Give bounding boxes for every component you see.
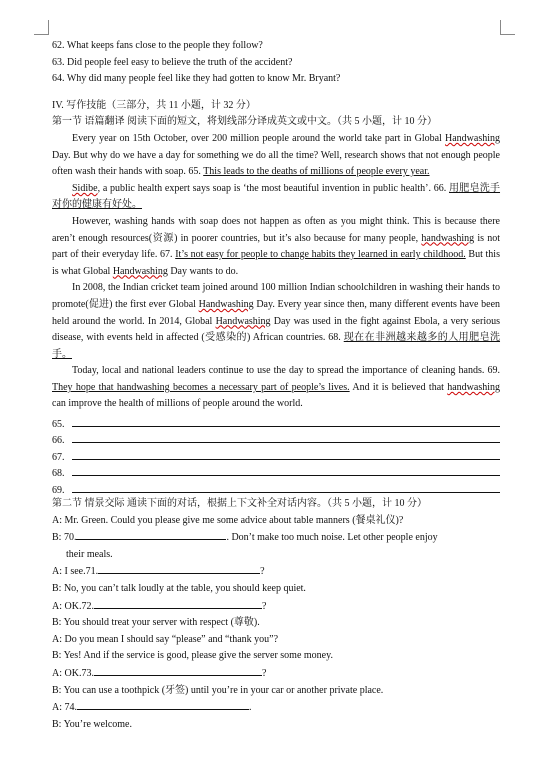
translate-69: They hope that handwashing becomes a necessary part of people’s lives. <box>52 381 350 393</box>
section-title: IV. 写作技能（三部分，共 11 小题，计 32 分） <box>52 99 256 111</box>
translate-66: 用肥皂洗手对你的健康有好处。 <box>52 182 501 211</box>
question-62: 62. What keeps fans close to the people they follow? <box>52 40 263 51</box>
handwashing-term: Handwashing <box>445 132 500 144</box>
dialogue-line: A: I see.71. ? <box>52 563 500 581</box>
dialogue-line: A: OK.72. ? <box>52 598 500 616</box>
dialogue-line: B: You can use a toothpick (牙签) until you’re in your car or another private place. <box>52 684 384 696</box>
blank-70[interactable] <box>76 529 226 540</box>
exam-page <box>52 38 500 733</box>
dialogue <box>52 513 500 734</box>
blank-74[interactable] <box>77 699 249 710</box>
dialogue-line: A: 74. . <box>52 699 500 717</box>
answer-lines <box>52 413 500 496</box>
dialogue-line: their meals. <box>66 548 113 560</box>
paragraph-5: Today, local and national leaders continue to use the day to spread the importance of cleaning hands. 69. They hope that handwashing becomes a necessary part of people’s lives. And it is believed that handwashing can improve the health of millions of people around the world. <box>52 365 500 410</box>
answer-line-67[interactable]: 67. <box>52 446 500 463</box>
dialogue-line: B: You’re welcome. <box>52 718 132 730</box>
dialogue-line: A: Do you mean I should say “please” and “thank you”? <box>52 633 279 645</box>
blank-72[interactable] <box>94 598 262 609</box>
answer-line-68[interactable]: 68. <box>52 463 500 480</box>
answer-line-69[interactable]: 69. <box>52 479 500 496</box>
dialogue-line: A: OK.73. ? <box>52 665 500 683</box>
corner-mark-right <box>500 20 515 35</box>
paragraph-4: In 2008, the Indian cricket team joined around 100 million Indian schoolchildren in washing their hands to promote(促进) the first ever Global Handwashing Day. Every year since then, many different events have been held around the world. In 2014, Global Handwashing Day was used in the fight against Ebola, a very serious disease, with events held in affected (受感染的) African countries. 68. 现在在非洲越来越多的人用肥皂洗手。 <box>52 282 501 360</box>
answer-line-65[interactable]: 65. <box>52 413 500 430</box>
translate-65: This leads to the deaths of millions of people every year. <box>203 166 430 178</box>
blank-73[interactable] <box>94 665 262 676</box>
part1-title: 第一节 语篇翻译 阅读下面的短文，将划线部分译成英文或中文。（共 5 小题，计 10 分） <box>52 116 437 128</box>
translate-67: It’s not easy for people to change habits they learned in early childhood. <box>175 249 466 261</box>
paragraph-2: Sidibe, a public health expert says soap is ‘the most beautiful invention in public health’. 66. 用肥皂洗手对你的健康有好处。 <box>52 182 501 211</box>
translate-68: 现在在非洲越来越多的人用肥皂洗手。 <box>52 332 501 360</box>
paragraph-1: Every year on 15th October, over 200 million people around the world take part in Global Handwashing Day. But why do we have a day for something we do all the time? Well, research shows that not enough people often wash their hands with soap. 65. This leads to the deaths of millions of people every year. <box>52 132 500 178</box>
blank-71[interactable] <box>98 563 260 574</box>
dialogue-line: B: You should treat your server with respect (尊敬). <box>52 617 260 629</box>
dialogue-line: B: Yes! And if the service is good, please give the server some money. <box>52 650 333 662</box>
part2-title: 第二节 情景交际 通读下面的对话，根据上下文补全对话内容。（共 5 小题，计 10 分） <box>52 498 427 510</box>
dialogue-line: B: 70. . Don’t make too much noise. Let other people enjoy <box>52 529 500 547</box>
dialogue-line: B: No, you can’t talk loudly at the table, you should keep quiet. <box>52 583 306 594</box>
question-64: 64. Why did many people feel like they had gotten to know Mr. Bryant? <box>52 73 341 85</box>
question-63: 63. Did people feel easy to believe the truth of the accident? <box>52 56 293 68</box>
answer-line-66[interactable]: 66. <box>52 430 500 447</box>
dialogue-line: A: Mr. Green. Could you please give me some advice about table manners (餐桌礼仪)? <box>52 514 404 526</box>
paragraph-3: However, washing hands with soap does not happen as often as you might think. This is because there aren’t enough resources(资源) in poorer countries, but it’s also because for many people, handwashing is not part of their everyday life. 67. It’s not easy for people to change habits they learned in early childhood. But this is what Global Handwashing Day wants to do. <box>52 215 500 277</box>
corner-mark-left <box>34 20 49 35</box>
